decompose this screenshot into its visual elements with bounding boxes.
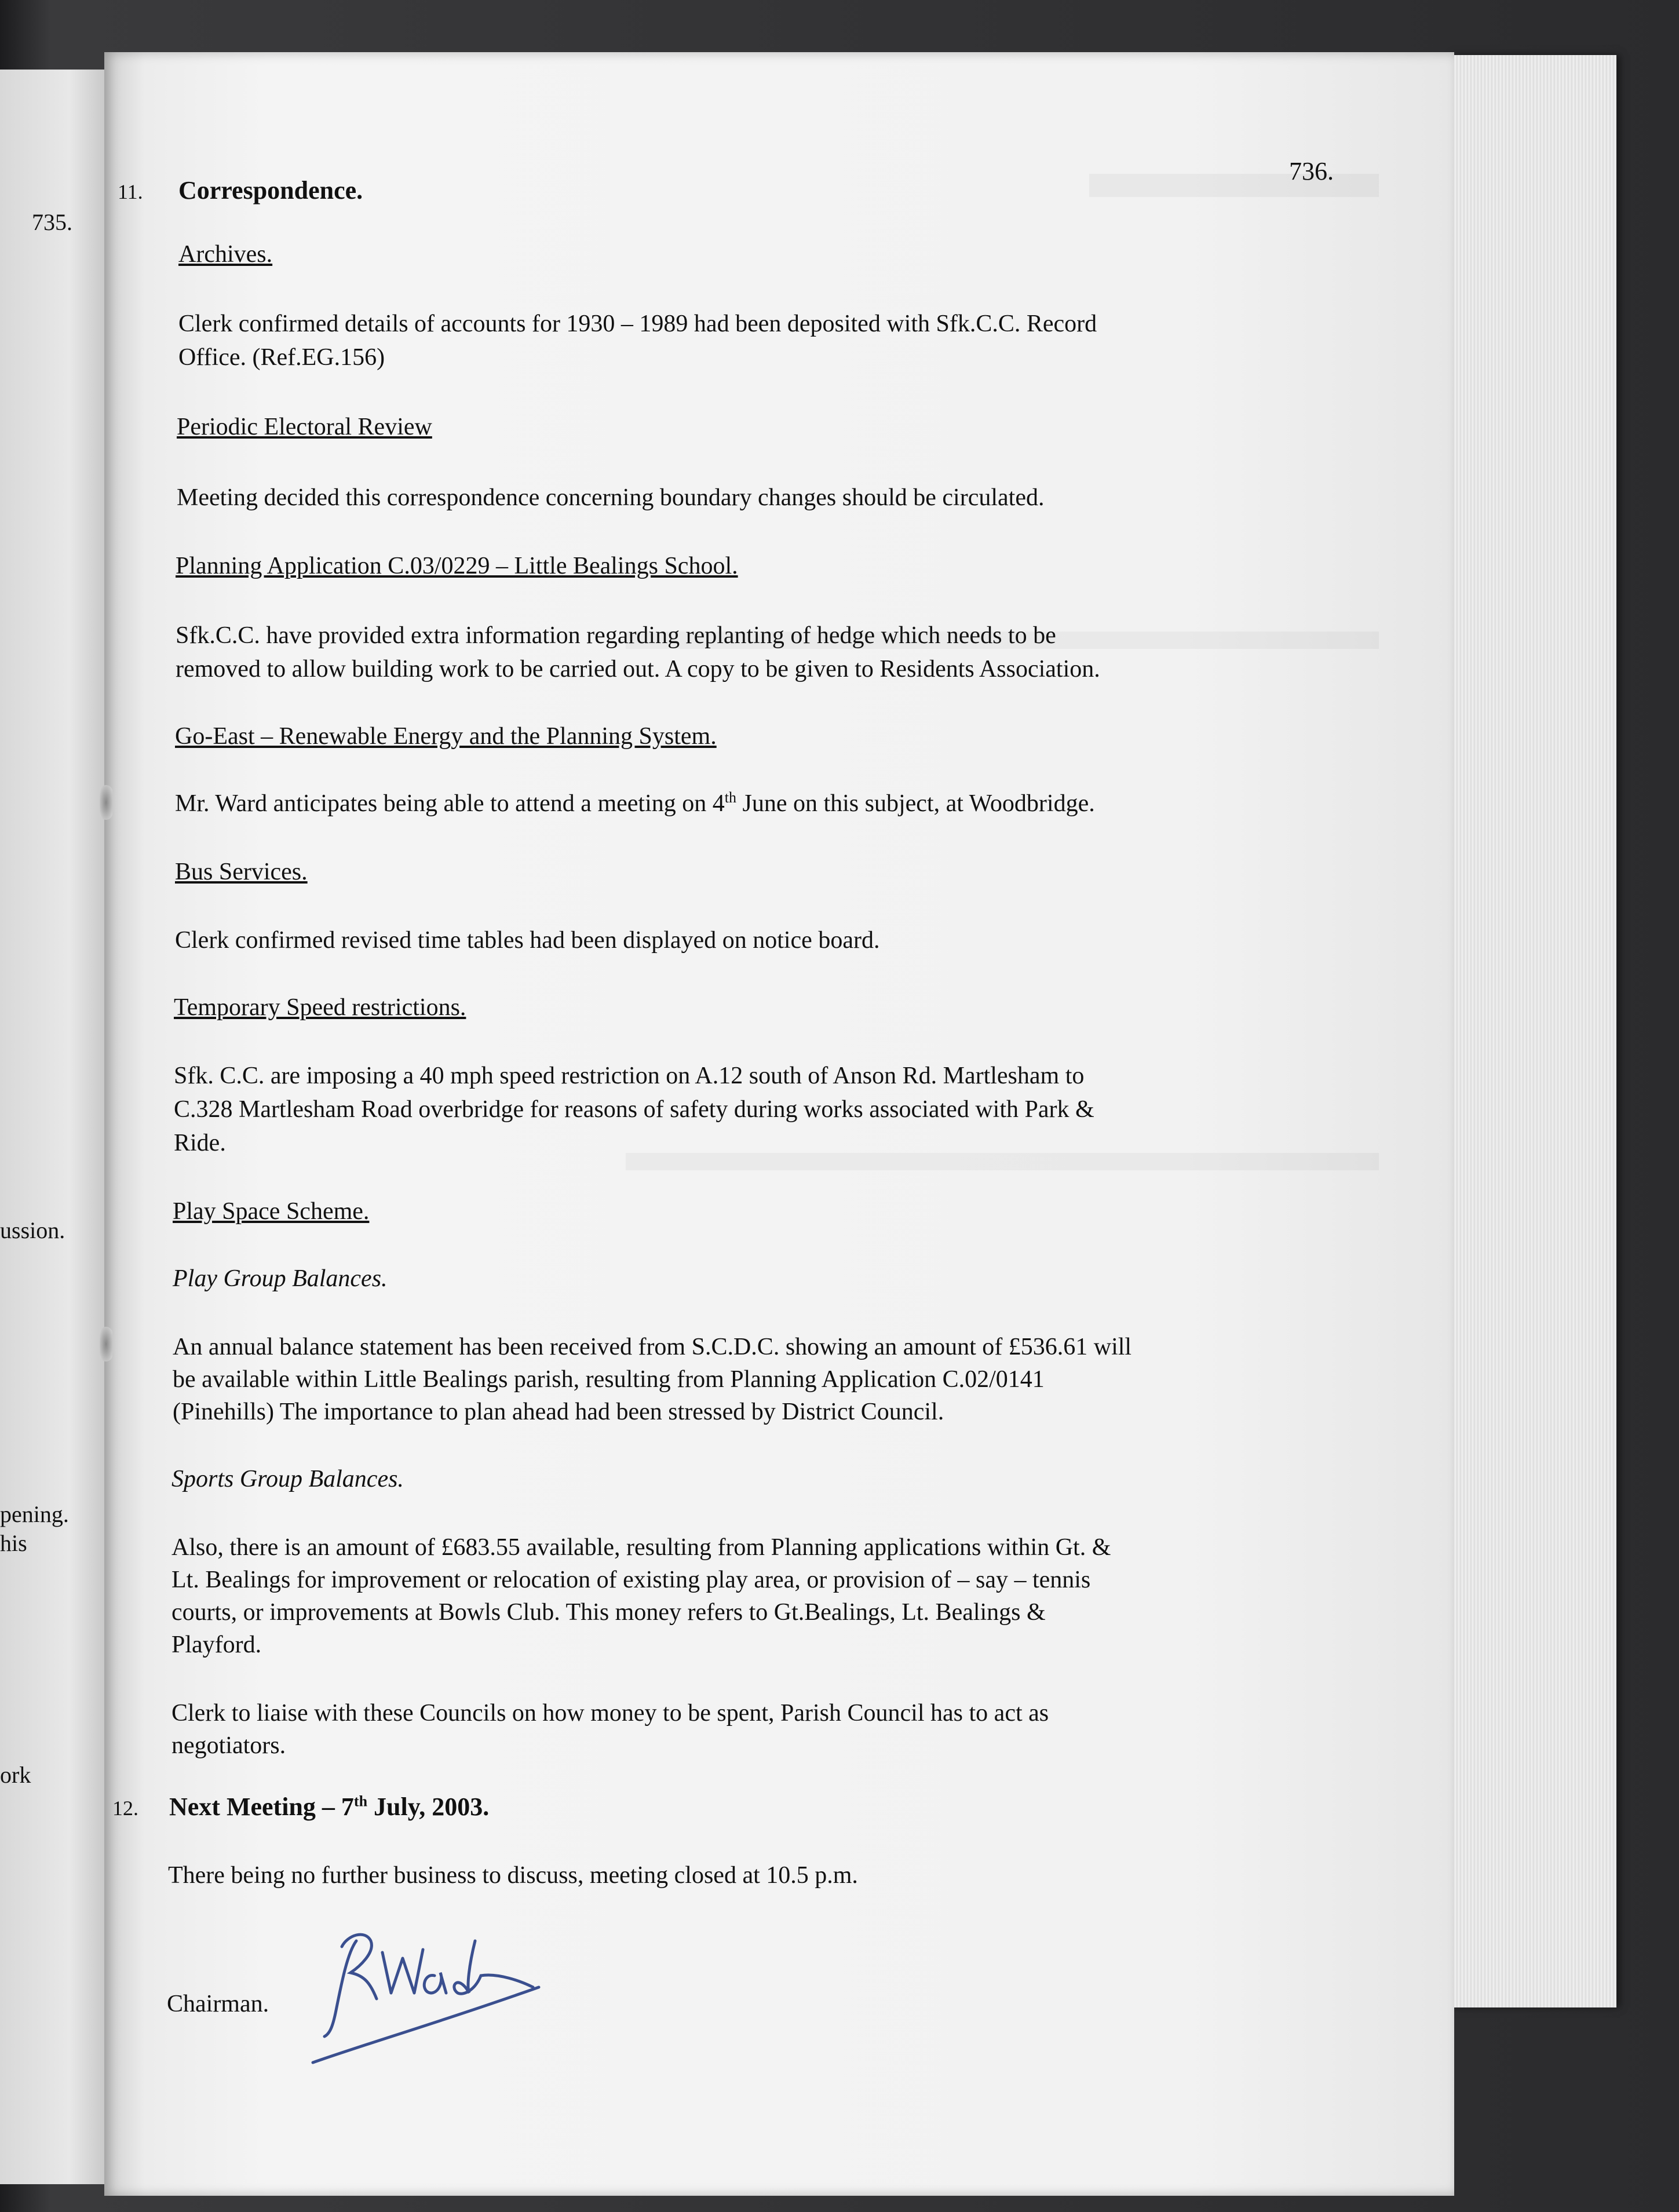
book-page-edges: [1448, 55, 1616, 2007]
archives-heading: Archives.: [178, 241, 273, 268]
planning-text: removed to allow building work to be carried out. A copy to be given to Residents Association.: [176, 656, 1100, 682]
section-number: 12.: [112, 1797, 138, 1820]
liaise-text: negotiators.: [171, 1732, 286, 1759]
closing-text: There being no further business to discuss, meeting closed at 10.5 p.m.: [168, 1862, 858, 1889]
play-group-subheading: Play Group Balances.: [173, 1265, 388, 1292]
sports-group-text: Playford.: [171, 1631, 262, 1658]
sports-group-text: Lt. Bealings for improvement or relocation of existing play area, or provision of – say – tennis: [171, 1567, 1091, 1593]
goeast-text: Mr. Ward anticipates being able to attend a meeting on 4th June on this subject, at Woodbridge.: [175, 789, 1095, 817]
bus-text: Clerk confirmed revised time tables had been displayed on notice board.: [175, 927, 880, 954]
previous-page-fragment: ussion.: [0, 1217, 65, 1243]
planning-text: Sfk.C.C. have provided extra information regarding replanting of hedge which needs to be: [176, 622, 1056, 649]
speed-text: Sfk. C.C. are imposing a 40 mph speed restriction on A.12 south of Anson Rd. Martlesham to: [174, 1063, 1085, 1089]
archives-text: Office. (Ref.EG.156): [178, 344, 385, 371]
next-meeting-title: Next Meeting – 7th July, 2003.: [169, 1793, 490, 1821]
speed-text: C.328 Martlesham Road overbridge for reasons of safety during works associated with Park &: [174, 1096, 1094, 1123]
bus-heading: Bus Services.: [175, 859, 308, 885]
speed-text: Ride.: [174, 1130, 226, 1156]
sports-group-subheading: Sports Group Balances.: [171, 1466, 404, 1492]
play-group-text: be available within Little Bealings parish, resulting from Planning Application C.02/0141: [173, 1366, 1045, 1393]
archives-text: Clerk confirmed details of accounts for 1930 – 1989 had been deposited with Sfk.C.C. Record: [178, 311, 1097, 337]
play-group-text: (Pinehills) The importance to plan ahead had been stressed by District Council.: [173, 1399, 944, 1425]
previous-page-fragment: pening.: [0, 1501, 69, 1527]
previous-page-number: 735.: [32, 209, 72, 235]
play-group-text: An annual balance statement has been received from S.C.D.C. showing an amount of £536.61 will: [173, 1334, 1132, 1360]
electoral-text: Meeting decided this correspondence concerning boundary changes should be circulated.: [177, 484, 1045, 511]
liaise-text: Clerk to liaise with these Councils on how money to be spent, Parish Council has to act as: [171, 1700, 1049, 1726]
section-title: Correspondence.: [178, 176, 363, 205]
chairman-label: Chairman.: [167, 1991, 269, 2017]
electoral-heading: Periodic Electoral Review: [177, 414, 432, 440]
previous-page-edge: [0, 70, 116, 2184]
sports-group-text: courts, or improvements at Bowls Club. This money refers to Gt.Bealings, Lt. Bealings &: [171, 1599, 1046, 1626]
section-number: 11.: [118, 180, 143, 203]
goeast-heading: Go-East – Renewable Energy and the Planning System.: [175, 723, 717, 750]
page-number: 736.: [1289, 157, 1334, 185]
planning-heading: Planning Application C.03/0229 – Little Bealings School.: [176, 553, 738, 579]
previous-page-fragment: his: [0, 1530, 27, 1556]
sports-group-text: Also, there is an amount of £683.55 available, resulting from Planning applications within Gt. &: [171, 1534, 1111, 1561]
chairman-signature: [301, 1918, 545, 2068]
document-page: [104, 52, 1454, 2196]
play-heading: Play Space Scheme.: [173, 1198, 370, 1225]
speed-heading: Temporary Speed restrictions.: [174, 994, 466, 1021]
previous-page-fragment: ork: [0, 1762, 31, 1788]
